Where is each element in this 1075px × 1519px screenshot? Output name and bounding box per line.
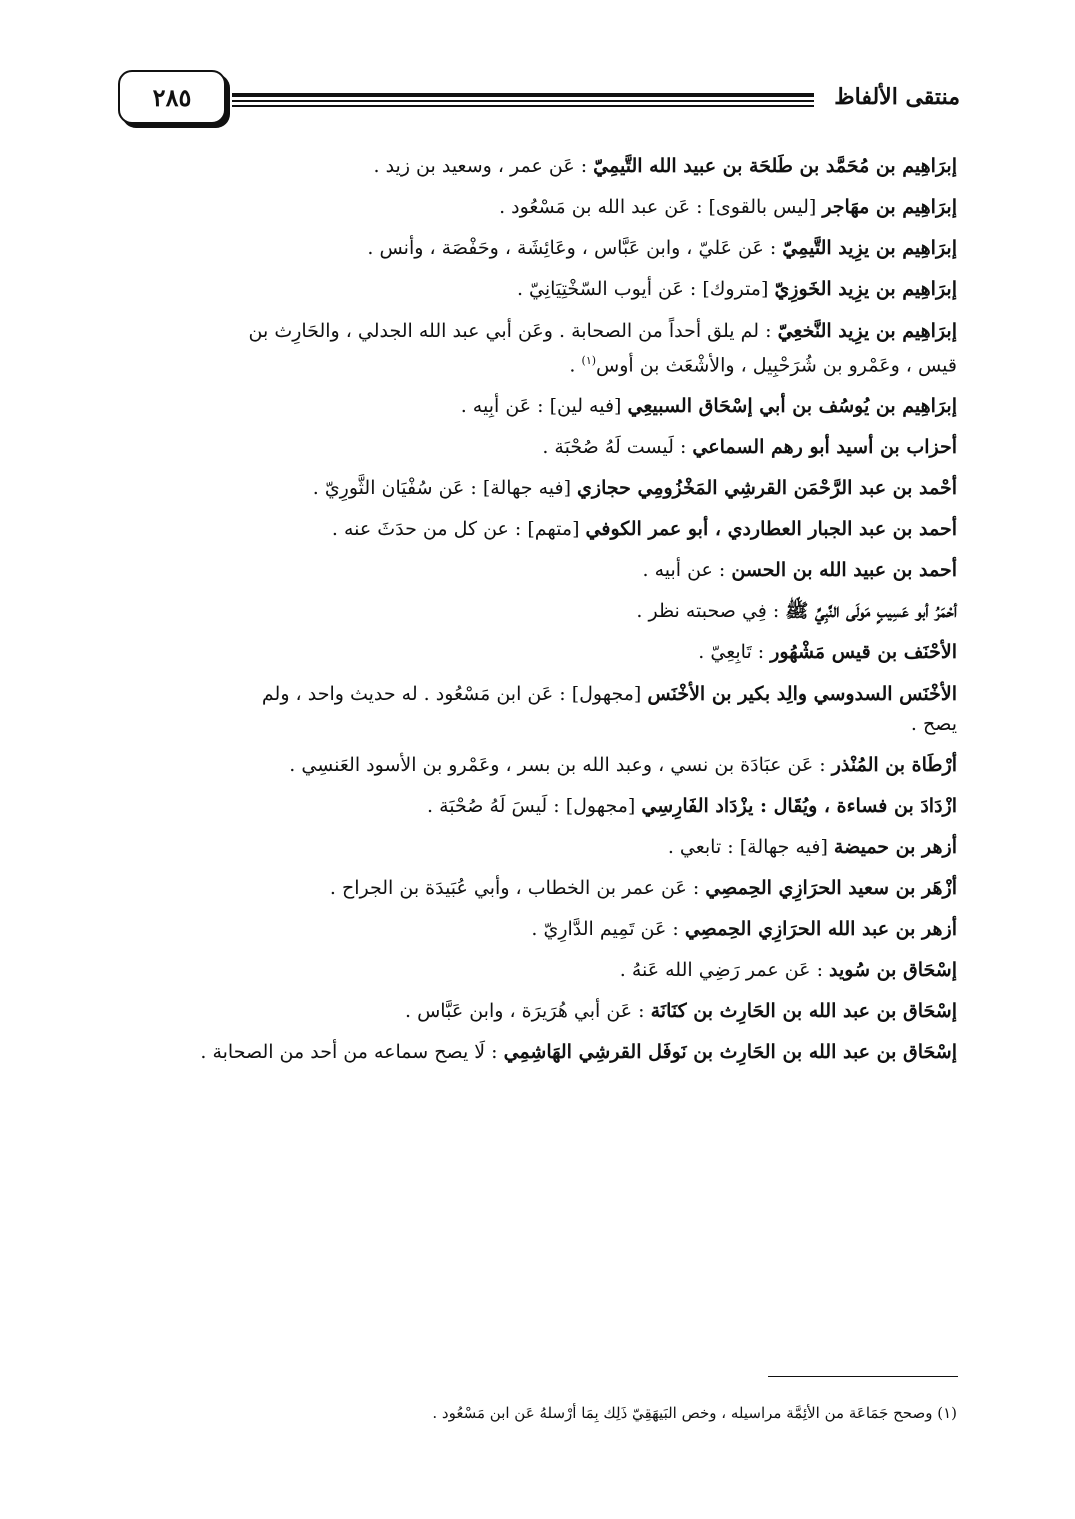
list-item — [112, 386, 957, 427]
entry-name: إبرَاهِيم بن مُحَمَّد بن طَلحَة بن عبيد الله التَّيمِيّ — [593, 155, 957, 177]
entry-text: [فيه جهالة] : تابعي . — [667, 836, 834, 859]
header-rule — [232, 93, 814, 97]
entry-text: [فيه لين] : عَن أبِيه . — [460, 395, 628, 418]
entry-name: إبرَاهِيم بن يُوسُف بن أبي إسْحَاق السبيعِي — [627, 395, 957, 418]
entry-continuation: قيس ، وعَمْرو بن شُرَحْبِيل ، والأشْعَث بن أوس$^{(١)}$ . — [569, 354, 957, 377]
entry-name: ازْدَادَ بن فساءة ، ويُقَال : يزْدَاد الفَارِسِي — [641, 795, 957, 818]
list-item — [112, 187, 957, 228]
entry-text: : عَن تَمِيم الدَّارِيّ . — [531, 918, 685, 941]
entry-text: : لَيست لَهُ صُحْبَة . — [542, 436, 693, 459]
footnote-marker[interactable]: (١) — [581, 354, 597, 367]
list-item — [112, 228, 957, 269]
entry-name: الأحْنَف بن قيس مَشْهُور — [770, 641, 957, 664]
entry-name: إبرَاهِيم بن يزِيد الخَوزِيّ — [774, 278, 957, 300]
entry-text: [ليس بالقوى] : عَن عبد الله بن مَسْعُود . — [499, 196, 823, 218]
page-number-box — [118, 70, 226, 124]
entry-name: أحْمد بن عبد الرَّحْمَن القرشِي المَخْزُومِي حجازي — [577, 477, 957, 500]
entry-text: : عن أبيه . — [642, 559, 732, 582]
entry-text: : فِي صحبته نظر . — [636, 600, 786, 623]
list-item — [112, 786, 957, 827]
entry-text: : عَن عَليّ ، وابن عَبَّاس ، وعَائِشَة ، وحَفْصَة ، وأنس . — [367, 237, 783, 259]
entry-text: : تَابِعِيّ . — [698, 641, 771, 664]
list-item — [112, 991, 957, 1032]
list-item — [112, 632, 957, 673]
list-item — [112, 146, 957, 187]
entry-name: إسْحَاق بن سُويد — [829, 959, 957, 982]
list-item — [112, 868, 957, 909]
entry-name: إبرَاهِيم بن يزِيد النَّخعِيّ — [777, 320, 957, 342]
entry-text: : عَن عمر رَضِي الله عَنهُ . — [619, 959, 830, 982]
list-item — [112, 427, 957, 468]
list-item — [112, 468, 957, 509]
entry-continuation: يصح . — [910, 713, 957, 736]
footnote: (١) وصحح جَمَاعَة من الأئِمَّة مراسيله ، وخص البَيهَقِيّ ذَلِك بِمَا أرْسلهُ عَن ابن مَسْعُود . — [432, 1404, 957, 1422]
entry-text: : لَا يصح سماعه من أحد من الصحابة . — [200, 1041, 504, 1064]
entry-name: إبرَاهِيم بن مهَاجر — [822, 196, 957, 218]
entry-text: [مجهول] : لَيسَ لَهُ صُحْبَة . — [427, 795, 642, 818]
entry-name: أحمد بن عبد الجبار العطاردي ، أبو عمر الكوفي — [585, 518, 957, 541]
entry-name: إسْحَاق بن عبد الله بن الحَارِث بن نَوفَل القرشِي الهَاشِمِي — [503, 1041, 957, 1064]
list-item — [112, 509, 957, 550]
list-item — [112, 827, 957, 868]
entry-name: أزهر بن حميضة — [833, 836, 957, 859]
header-rule — [232, 100, 814, 102]
entry-text: : لم يلق أحداً من الصحابة . وعَن أبي عبد الله الجدلي ، والحَارِث بن — [248, 320, 778, 342]
page-number: ٢٨٥ — [152, 82, 192, 112]
entry-name: الأخْنَس السدوسي والِد بكير بن الأخْنَس — [647, 683, 957, 706]
footnote-divider — [768, 1376, 958, 1377]
entry-text: : عَن عمر ، وسعيد بن زيد . — [373, 155, 594, 177]
list-item — [112, 950, 957, 991]
list-item — [112, 550, 957, 591]
list-item — [112, 745, 957, 786]
entry-name: أحْمَرُ أبو عَسِيبٍ مَولَى النَّبِيِّ ﷺ — [785, 600, 957, 623]
page-header — [0, 0, 1075, 140]
entry-name: إسْحَاق بن عبد الله بن الحَارِث بن كنَانَة — [650, 1000, 957, 1023]
book-title: منتقى الألفاظ — [834, 84, 960, 110]
entry-name: أزهر بن عبد الله الحرَازِي الحِمصِي — [684, 918, 957, 941]
entry-text: : عَن أبي هُرَيرَة ، وابن عَبَّاس . — [405, 1000, 651, 1023]
entry-name: أزْهَر بن سعيد الحرَازِي الحِمصِي — [705, 877, 957, 900]
entry-text: [متهم] : عن كل من حدَثَ عنه . — [331, 518, 586, 541]
list-item — [112, 591, 957, 632]
list-item — [112, 673, 957, 745]
list-item — [112, 310, 957, 386]
entry-name: إبرَاهِيم بن يزِيد التَّيمِيّ — [782, 237, 957, 259]
header-rule — [232, 105, 814, 107]
entry-text: : عَن عبَادَة بن نسي ، وعبد الله بن بسر ، وعَمْرو بن الأسود العَنسِي . — [289, 754, 832, 777]
entry-text: [فيه جهالة] : عَن سُفْيَان الثَّورِيّ . — [312, 477, 578, 500]
entry-text: [متروك] : عَن أيوب السّخْتِيَانِيّ . — [516, 278, 775, 300]
entry-name: أرْطَاة بن المُنْذر — [831, 754, 957, 777]
list-item — [112, 1032, 957, 1073]
list-item — [112, 909, 957, 950]
entry-text: [مجهول] : عَن ابن مَسْعُود . له حديث واحد ، ولم — [261, 683, 648, 706]
entries-list — [112, 146, 957, 1073]
list-item — [112, 269, 957, 310]
entry-name: أحزاب بن أسيد أبو رهم السماعي — [692, 436, 957, 459]
entry-text: : عَن عمر بن الخطاب ، وأبي عُبَيدَة بن الجراح . — [329, 877, 706, 900]
entry-name: أحمد بن عبيد الله بن الحسن — [731, 559, 957, 582]
